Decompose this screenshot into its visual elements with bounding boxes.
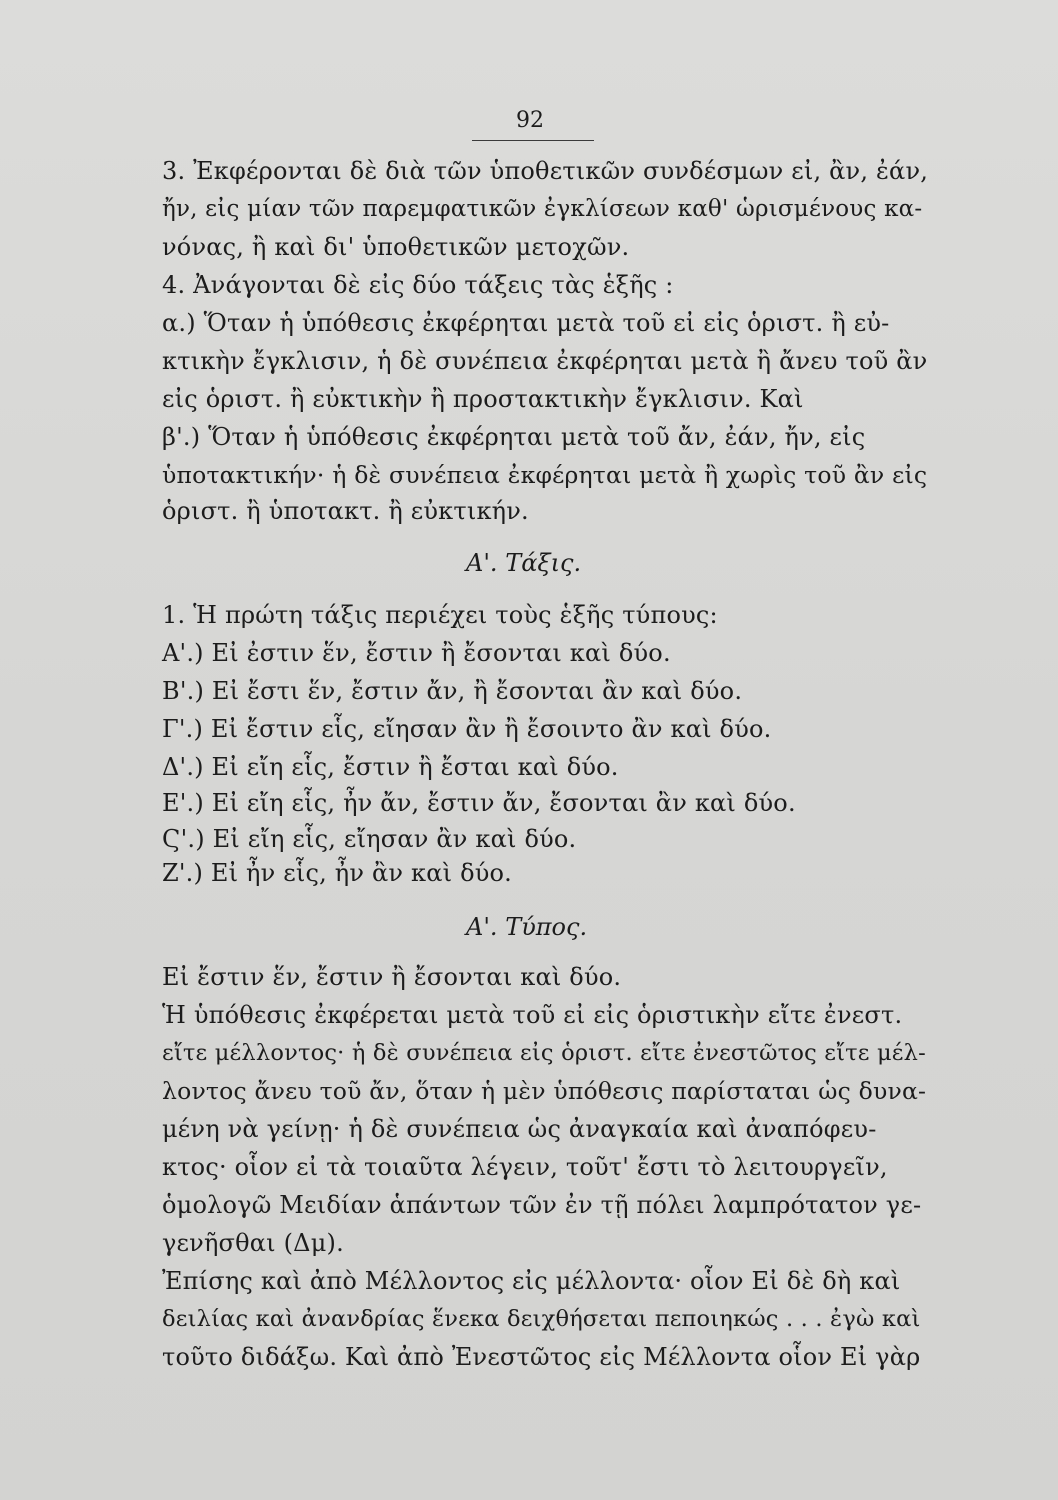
text-line: εἰς ὁριστ. ἢ εὐκτικὴν ἢ προστακτικὴν ἔγκλισιν. Καὶ xyxy=(162,385,804,413)
list-item: Α'.) Εἰ ἐστιν ἕν, ἔστιν ἢ ἔσονται καὶ δύο. xyxy=(162,639,671,667)
text-line: ὁριστ. ἢ ὑποτακτ. ἢ εὐκτικήν. xyxy=(162,497,529,525)
list-item: Γ'.) Εἰ ἔστιν εἷς, εἴησαν ἂν ἢ ἔσοιντο ἂν καὶ δύο. xyxy=(162,715,772,743)
text-line: μένη νὰ γείνῃ· ἡ δὲ συνέπεια ὡς ἀναγκαία καὶ ἀναπόφευ- xyxy=(162,1115,877,1143)
text-line: γενῆσθαι (Δμ). xyxy=(162,1229,344,1257)
text-line: δειλίας καὶ ἀνανδρίας ἕνεκα δειχθήσεται πεποιηκώς . . . ἐγὼ καὶ xyxy=(162,1306,921,1332)
text-line: ἤν, εἰς μίαν τῶν παρεμφατικῶν ἐγκλίσεων καθ' ὡρισμένους κα- xyxy=(162,196,923,222)
text-line: τοῦτο διδάξω. Καὶ ἀπὸ Ἐνεστῶτος εἰς Μέλλοντα οἷον Εἰ γὰρ xyxy=(162,1343,921,1371)
text-line: 3. Ἐκφέρονται δὲ διὰ τῶν ὑποθετικῶν συνδέσμων εἰ, ἂν, ἐάν, xyxy=(162,157,929,185)
text-line: α.) Ὅταν ἡ ὑπόθεσις ἐκφέρηται μετὰ τοῦ εἰ εἰς ὁριστ. ἢ εὐ- xyxy=(162,309,890,337)
list-item: Β'.) Εἰ ἔστι ἕν, ἔστιν ἄν, ἢ ἔσονται ἂν καὶ δύο. xyxy=(162,677,743,705)
header-rule xyxy=(472,140,594,141)
list-item: Δ'.) Εἰ εἴη εἷς, ἔστιν ἢ ἔσται καὶ δύο. xyxy=(162,753,619,781)
section-heading-typos: Α'. Τύπος. xyxy=(466,913,588,941)
text-line: ὑποτακτικήν· ἡ δὲ συνέπεια ἐκφέρηται μετὰ ἢ χωρὶς τοῦ ἂν εἰς xyxy=(162,461,928,489)
text-line: εἴτε μέλλοντος· ἡ δὲ συνέπεια εἰς ὁριστ. εἴτε ἐνεστῶτος εἴτε μέλ- xyxy=(162,1040,926,1066)
page-number: 92 xyxy=(516,108,544,133)
text-line: Ἐπίσης καὶ ἀπὸ Μέλλοντος εἰς μέλλοντα· οἷον Εἰ δὲ δὴ καὶ xyxy=(162,1267,901,1295)
text-line: κτος· οἷον εἰ τὰ τοιαῦτα λέγειν, τοῦτ' ἔστι τὸ λειτουργεῖν, xyxy=(162,1153,888,1181)
text-line: Ἡ ὑπόθεσις ἐκφέρεται μετὰ τοῦ εἰ εἰς ὁριστικὴν εἴτε ἐνεστ. xyxy=(162,1001,903,1029)
text-line: 4. Ἀνάγονται δὲ εἰς δύο τάξεις τὰς ἑξῆς : xyxy=(162,271,674,299)
section-heading-taxis: Α'. Τάξις. xyxy=(466,549,582,577)
list-item: Ζ'.) Εἰ ἦν εἷς, ἦν ἂν καὶ δύο. xyxy=(162,859,512,887)
text-line: κτικὴν ἔγκλισιν, ἡ δὲ συνέπεια ἐκφέρηται μετὰ ἢ ἄνευ τοῦ ἂν xyxy=(162,347,928,375)
text-line: Εἰ ἔστιν ἕν, ἔστιν ἢ ἔσονται καὶ δύο. xyxy=(162,963,622,991)
text-line: ὁμολογῶ Μειδίαν ἁπάντων τῶν ἐν τῇ πόλει λαμπρότατον γε- xyxy=(162,1191,922,1219)
text-line: νόνας, ἢ καὶ δι' ὑποθετικῶν μετοχῶν. xyxy=(162,233,630,261)
text-line: 1. Ἡ πρώτη τάξις περιέχει τοὺς ἑξῆς τύπους: xyxy=(162,601,718,629)
text-line: β'.) Ὅταν ἡ ὑπόθεσις ἐκφέρηται μετὰ τοῦ ἄν, ἐάν, ἤν, εἰς xyxy=(162,423,866,451)
text-line: λοντος ἄνευ τοῦ ἄν, ὅταν ἡ μὲν ὑπόθεσις παρίσταται ὡς δυνα- xyxy=(162,1077,927,1105)
list-item: Ϛ'.) Εἰ εἴη εἷς, εἴησαν ἂν καὶ δύο. xyxy=(162,825,577,853)
list-item: Ε'.) Εἰ εἴη εἷς, ἦν ἄν, ἔστιν ἄν, ἔσονται ἂν καὶ δύο. xyxy=(162,789,796,817)
